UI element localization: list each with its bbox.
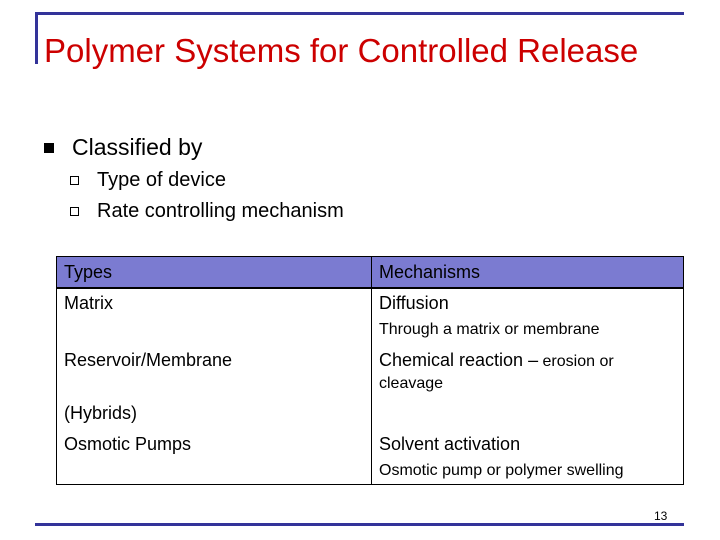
page-number: 13 xyxy=(654,509,668,523)
row-mechanism-diffusion: Diffusion xyxy=(379,293,449,313)
table-line xyxy=(683,256,684,485)
sub-bullet-rate-mechanism: Rate controlling mechanism xyxy=(97,200,344,222)
row-mechanism-detail: Through a matrix or membrane xyxy=(379,321,600,338)
table-line xyxy=(56,256,57,485)
hollow-square-bullet-icon xyxy=(70,207,79,216)
row-type-osmotic: Osmotic Pumps xyxy=(64,434,192,454)
row-type-matrix: Matrix xyxy=(64,293,113,313)
table-line xyxy=(371,256,372,485)
header-types: Types xyxy=(64,262,113,282)
mechanism-chemical-main: Chemical reaction – xyxy=(379,350,539,370)
row-mechanism-detail: cleavage xyxy=(379,375,444,392)
square-bullet-icon xyxy=(44,143,54,153)
table-line xyxy=(56,256,684,257)
footer-rule xyxy=(35,523,684,526)
row-type-hybrids: (Hybrids) xyxy=(64,403,138,423)
slide-title: Polymer Systems for Controlled Release xyxy=(44,32,639,69)
row-type-reservoir: Reservoir/Membrane xyxy=(64,350,233,370)
slide-frame-left xyxy=(35,12,38,64)
table-header-row xyxy=(56,256,684,287)
table-line xyxy=(56,484,684,485)
row-mechanism-solvent: Solvent activation xyxy=(379,434,521,454)
row-mechanism-chemical xyxy=(379,349,614,372)
classification-table xyxy=(56,256,684,485)
hollow-square-bullet-icon xyxy=(70,176,79,185)
mechanism-chemical-small: erosion or xyxy=(538,353,614,370)
sub-bullet-type-of-device: Type of device xyxy=(97,169,226,191)
bullet-classified-by: Classified by xyxy=(72,134,203,160)
slide-frame-top xyxy=(35,12,684,15)
table-line xyxy=(56,287,684,289)
header-mechanisms: Mechanisms xyxy=(379,262,481,282)
row-mechanism-detail: Osmotic pump or polymer swelling xyxy=(379,462,624,479)
